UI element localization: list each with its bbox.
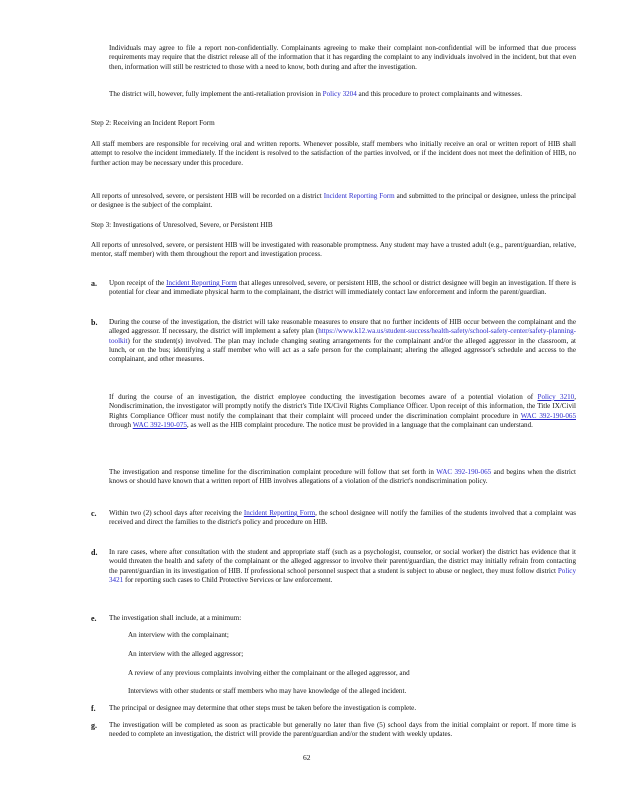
page-number: 62 xyxy=(303,753,311,762)
wac-392-190-075-link[interactable]: WAC 392-190-075 xyxy=(132,420,187,429)
item-a-label: a. xyxy=(91,279,97,288)
item-c-label: c. xyxy=(91,509,97,518)
step-3-heading: Step 3: Investigations of Unresolved, Severe, or Persistent HIB xyxy=(91,221,273,229)
item-f-text: The principal or designee may determine that other steps must be taken before the investigation is complete. xyxy=(109,704,417,712)
item-b-paragraph-2: If during the course of an investigation, the district employee conducting the investigation becomes aware of a potential violation of Policy 3210, Nondiscrimination, the investigator will promptly notify the district's Title IX/Civil Rights Compliance Officer. Upon receipt of this information, the Title IX/Civil Rights Compliance Officer must notify the complainant that their complaint will proceed under the discrimination complaint procedure in WAC 392-190-065 through WAC 392-190-075, as well as the HIB complaint procedure. The notice must be provided in a language that the complainant can understand. xyxy=(109,393,577,429)
step-2-heading: Step 2: Receiving an Incident Report Form xyxy=(91,119,215,127)
safety-planning-toolkit-link[interactable]: https://www.k12.wa.us/student-success/health-safety/school-safety-center/safety-planning-toolkit xyxy=(109,327,576,345)
intro-paragraph-1: Individuals may agree to file a report non-confidentially. Complainants agreeing to make their complaint non-confidential will be informed that due process requirements may require that the district release all of the information that it has regarding the complaint to any individuals involved in the incident, but that even then, information will still be restricted to those with a need to know, both during and after the investigation. xyxy=(109,44,576,71)
bullet-item: An interview with the complainant; xyxy=(128,631,229,639)
item-d-text: In rare cases, where after consultation with the student and appropriate staff (such as a psychologist, counselor, or social worker) the district has evidence that it would threaten the health and safety of the complainant or the alleged aggressor to involve their parent/guardian, the district may initially refrain from contacting the parent/guardian in its investigation of HIB. If professional school personnel suspect that a student is subject to abuse or neglect, they must follow district Policy 3421 for reporting such cases to Child Protective Services or law enforcement. xyxy=(109,548,576,584)
incident-reporting-form-link-c[interactable]: Incident Reporting Form xyxy=(243,509,316,517)
step-2-paragraph-1: All staff members are responsible for receiving oral and written reports. Whenever possible, staff members who initially receive an oral or written report of HIB shall attempt to resolve the incident immediately. If the incident is resolved to the satisfaction of the parties involved, or if the incident does not meet the definition of HIB, no further action may be necessary under this procedure. xyxy=(91,140,576,167)
wac-392-190-065-link[interactable]: WAC 392-190-065 xyxy=(520,411,576,420)
item-a-text: Upon receipt of the Incident Reporting Form that alleges unresolved, severe, or persistent HIB, the school or district designee will begin an investigation. If there is potential for clear and immediate physical harm to the complainant, the district will immediately contact law enforcement and inform the parent/guardian. xyxy=(109,279,576,297)
step-2-paragraph-2: All reports of unresolved, severe, or persistent HIB will be recorded on a district Incident Reporting Form and submitted to the principal or designee, unless the principal or designee is the subject of the complaint. xyxy=(91,192,576,210)
policy-3421-link[interactable]: Policy 3421 xyxy=(109,566,576,584)
wac-392-190-065-link-2[interactable]: WAC 392-190-065 xyxy=(436,468,492,476)
item-b-paragraph-3: The investigation and response timeline for the discrimination complaint procedure will follow that set forth in WAC 392-190-065 and begins when the district knows or should have known that a written report of HIB involves allegations of a violation of the district's nondiscrimination policy. xyxy=(109,468,576,486)
bullet-item: A review of any previous complaints involving either the complainant or the alleged aggressor, and xyxy=(128,669,410,677)
item-f-label: f. xyxy=(91,704,96,713)
incident-reporting-form-link[interactable]: Incident Reporting Form xyxy=(323,192,395,200)
item-e-label: e. xyxy=(91,614,97,623)
item-g-label: g. xyxy=(91,721,97,730)
policy-3204-link[interactable]: Policy 3204 xyxy=(322,90,357,98)
intro-paragraph-2: The district will, however, fully implement the anti-retaliation provision in Policy 3204 and this procedure to protect complainants and witnesses. xyxy=(109,90,523,98)
item-b-paragraph-1: During the course of the investigation, the district will take reasonable measures to ensure that no further incidents of HIB occur between the complainant and the alleged aggressor. If necessary, the district will implement a safety plan (https://www.k12.wa.us/student-success/health-safety/school-safety-center/safety-planning-toolkit) for the student(s) involved. The plan may include changing seating arrangements for the complainant and/or the alleged aggressor in the classroom, at lunch, or on the bus; identifying a staff member who will act as a safe person for the complainant; altering the alleged aggressor's schedule and access to the complainant, and other measures. xyxy=(109,318,576,364)
policy-3210-link[interactable]: Policy 3210 xyxy=(537,393,575,401)
item-d-label: d. xyxy=(91,548,98,557)
bullet-item: Interviews with other students or staff members who may have knowledge of the alleged incident. xyxy=(128,687,407,695)
incident-reporting-form-link-a[interactable]: Incident Reporting Form xyxy=(166,279,237,287)
item-e-text: The investigation shall include, at a minimum: xyxy=(109,614,242,622)
item-b-label: b. xyxy=(91,318,98,327)
step-3-paragraph-1: All reports of unresolved, severe, or persistent HIB will be investigated with reasonable promptness. Any student may have a trusted adult (e.g., parent/guardian, relative, mentor, staff member) with them throughout the report and investigation process. xyxy=(91,241,576,259)
bullet-item: An interview with the alleged aggressor; xyxy=(128,650,244,658)
item-g-text: The investigation will be completed as soon as practicable but generally no later than five (5) school days from the initial complaint or report. If more time is needed to complete an investigation, the district will provide the parent/guardian and/or the student with weekly updates. xyxy=(109,721,576,739)
item-c-text: Within two (2) school days after receiving the Incident Reporting Form, the school designee will notify the families of the students involved that a complaint was received and direct the families to the district's policy and procedure on HIB. xyxy=(109,509,576,527)
